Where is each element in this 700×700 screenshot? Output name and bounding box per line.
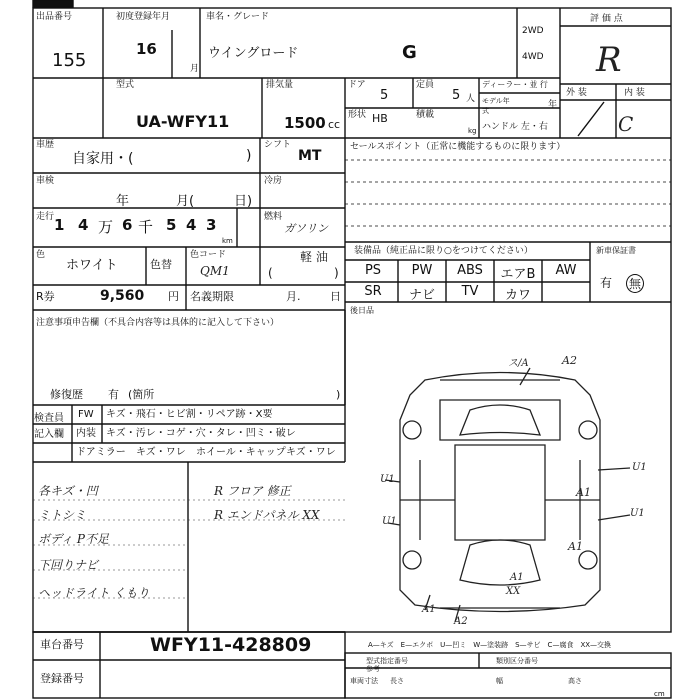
- handle-label: ハンドル 左・右: [482, 122, 548, 132]
- remark-left: ボディ P不足: [38, 532, 109, 546]
- ref-label: 参考: [366, 665, 380, 673]
- mileage-digit: 千: [138, 218, 154, 236]
- aircon-label: 冷房: [264, 176, 283, 186]
- equipment-title: 装備品（純正品に限り○をつけてください）: [354, 246, 533, 256]
- model-year-label: モデル年式: [482, 97, 510, 115]
- shift-value: MT: [298, 148, 322, 164]
- dealer-label: ディーラー・並 行: [482, 80, 548, 89]
- notes-title: 注意事項申告欄（不具合内容等は具体的に記入して下さい）: [36, 318, 280, 328]
- inspection-year: 年: [116, 194, 130, 209]
- interior-score: C: [618, 112, 634, 136]
- repair-close: ): [336, 388, 341, 401]
- wheel-cap-label: ホイール・キャップ: [196, 447, 286, 458]
- car-diagram-lines: [385, 368, 630, 622]
- interior-label: 内 装: [624, 88, 645, 98]
- damage-mark: U1: [630, 508, 645, 519]
- fuel-paren-open: (: [268, 266, 273, 280]
- equip-leather: カワ: [504, 288, 531, 303]
- shift-label: シフト: [264, 140, 292, 150]
- usage-label: 車歴: [36, 140, 55, 150]
- model-value: UA-WFY11: [136, 112, 230, 131]
- type-spec-label: 型式指定番号: [366, 657, 408, 665]
- fuel-paren-close: ): [334, 266, 339, 280]
- car-name-label: 車名・グレード: [206, 12, 270, 22]
- remark-right: R エンドパネル XX: [214, 508, 320, 522]
- mileage-digit: 5: [166, 216, 177, 234]
- warranty-yes: 有: [600, 276, 613, 290]
- first-reg-year: 16: [136, 40, 157, 58]
- lot-label: 出品番号: [36, 12, 73, 22]
- mileage-digit: 6: [122, 216, 133, 234]
- drive-2wd: 2WD: [522, 26, 544, 36]
- drive-4wd: 4WD: [522, 52, 544, 62]
- warranty-no: 無: [626, 274, 644, 293]
- remark-right: R フロア 修正: [214, 484, 291, 498]
- equip-sr: SR: [364, 284, 382, 299]
- capacity-unit: 人: [466, 94, 476, 104]
- exterior-label: 外 装: [566, 88, 587, 98]
- reg-expiry-label: 名義期限: [190, 290, 234, 303]
- width-label: 幅: [496, 677, 503, 685]
- damage-legend: A—キズ E—エクボ U—凹ミ W—塗装跡 S—サビ C—腐食 XX—交換: [368, 641, 612, 649]
- color-label: 色: [36, 250, 46, 260]
- reg-number-label: 登録番号: [40, 672, 84, 685]
- interior-row-label: 内装: [76, 428, 96, 439]
- chassis-label: 車台番号: [40, 638, 84, 651]
- height-label: 高さ: [568, 677, 582, 685]
- damage-mark: XX: [506, 586, 521, 597]
- dimensions-label: 車両寸法: [350, 677, 378, 685]
- mileage-digit: 4: [78, 216, 89, 234]
- reg-month: 月.: [286, 290, 301, 303]
- usage-close: ): [246, 148, 252, 164]
- equip-airbag: エアB: [500, 267, 536, 282]
- reg-day: 日: [330, 290, 341, 303]
- selling-points-label: セールスポイント（正常に機能するものに限ります）: [350, 142, 566, 152]
- score-value: R: [596, 40, 622, 80]
- doors-label: ドア: [348, 80, 366, 90]
- equip-abs: ABS: [457, 263, 483, 278]
- inspection-label: 車検: [36, 176, 55, 186]
- mileage-digit: 3: [206, 216, 217, 234]
- class-code-label: 類別区分番号: [496, 657, 538, 665]
- door-mirror-row: キズ・ワレ: [136, 447, 186, 458]
- damage-mark: A1: [568, 540, 583, 553]
- mileage-label: 走行: [36, 212, 55, 222]
- month-unit: 月: [190, 64, 200, 74]
- damage-mark: U1: [380, 474, 395, 485]
- inspector-label: 検査員: [34, 413, 64, 424]
- load-unit: kg: [468, 127, 477, 135]
- remark-left: 各キズ・凹: [38, 484, 98, 498]
- equip-pw: PW: [411, 263, 433, 278]
- mileage-digit: 万: [98, 218, 114, 236]
- damage-mark: U1: [382, 516, 397, 527]
- damage-mark: U1: [632, 462, 647, 473]
- recycle-label: R券: [36, 290, 55, 303]
- cm-unit: cm: [654, 690, 665, 698]
- capacity-label: 定員: [416, 80, 435, 90]
- damage-mark: ス/A: [508, 358, 529, 369]
- color-change-label: 色替: [150, 258, 172, 271]
- damage-mark: A1: [576, 486, 591, 499]
- displacement-value: 1500: [284, 114, 326, 132]
- length-label: 長さ: [390, 677, 404, 685]
- equip-ps: PS: [364, 263, 382, 278]
- equip-aw: AW: [555, 263, 577, 278]
- score-label: 評 価 点: [590, 14, 623, 24]
- equip-tv: TV: [461, 284, 479, 299]
- fw-label: FW: [78, 409, 94, 420]
- car-name: ウイングロード: [208, 46, 299, 61]
- fw-row: キズ・飛石・ヒビ割・リペア跡・X要: [106, 409, 273, 420]
- inspection-day: 日): [234, 194, 253, 209]
- model-label: 型式: [116, 80, 135, 90]
- fuel-label: 燃料: [264, 212, 283, 222]
- color-code-value: QM1: [200, 264, 230, 278]
- doors-value: 5: [380, 88, 389, 103]
- damage-mark: A2: [454, 616, 468, 627]
- interior-row: キズ・汚レ・コゲ・穴・タレ・凹ミ・破レ: [106, 428, 296, 439]
- mileage-digit: 1: [54, 216, 65, 234]
- color-code-label: 色コード: [190, 250, 227, 260]
- usage-value: 自家用・(: [72, 151, 134, 167]
- chassis-number: WFY11-428809: [150, 634, 312, 656]
- first-reg-label: 初度登録年月: [116, 12, 171, 22]
- model-year-unit: 年: [548, 100, 558, 110]
- lot-number: 155: [52, 50, 87, 71]
- color-value: ホワイト: [66, 258, 118, 273]
- inspector-label-2: 記入欄: [34, 429, 64, 440]
- fuel-gasoline: ガソリン: [284, 222, 328, 235]
- capacity-value: 5: [452, 88, 461, 103]
- inspection-month: 月(: [176, 194, 195, 209]
- damage-mark: A1: [422, 604, 436, 615]
- repair-part: (箇所: [128, 388, 155, 401]
- equip-navi: ナビ: [408, 288, 435, 303]
- mileage-digit: 4: [186, 216, 197, 234]
- rear-item-label: 後日品: [350, 306, 374, 315]
- load-label: 積載: [416, 110, 435, 120]
- damage-mark: A2: [562, 354, 577, 367]
- damage-mark: A1: [510, 572, 524, 583]
- recycle-value: 9,560: [100, 288, 145, 304]
- body-label: 形状: [348, 110, 367, 120]
- remark-left: 下回りナビ: [38, 558, 99, 572]
- grade: G: [402, 42, 417, 63]
- remark-left: ヘッドライト くもり: [38, 586, 150, 600]
- body-value: HB: [372, 112, 388, 125]
- displacement-unit: cc: [328, 118, 341, 131]
- displacement-label: 排気量: [266, 80, 294, 90]
- mileage-unit: km: [222, 237, 233, 245]
- repair-history-label: 修復歴: [50, 388, 83, 401]
- wheel-cap-row: キズ・ワレ: [286, 447, 336, 458]
- door-mirror-label: ドアミラー: [76, 447, 126, 458]
- remark-left: ミトシミ: [38, 508, 87, 522]
- recycle-unit: 円: [168, 290, 179, 303]
- new-car-warranty-label: 新車保証書: [596, 246, 636, 255]
- repair-history-value: 有: [108, 388, 119, 401]
- fuel-diesel: 軽 油: [300, 250, 328, 264]
